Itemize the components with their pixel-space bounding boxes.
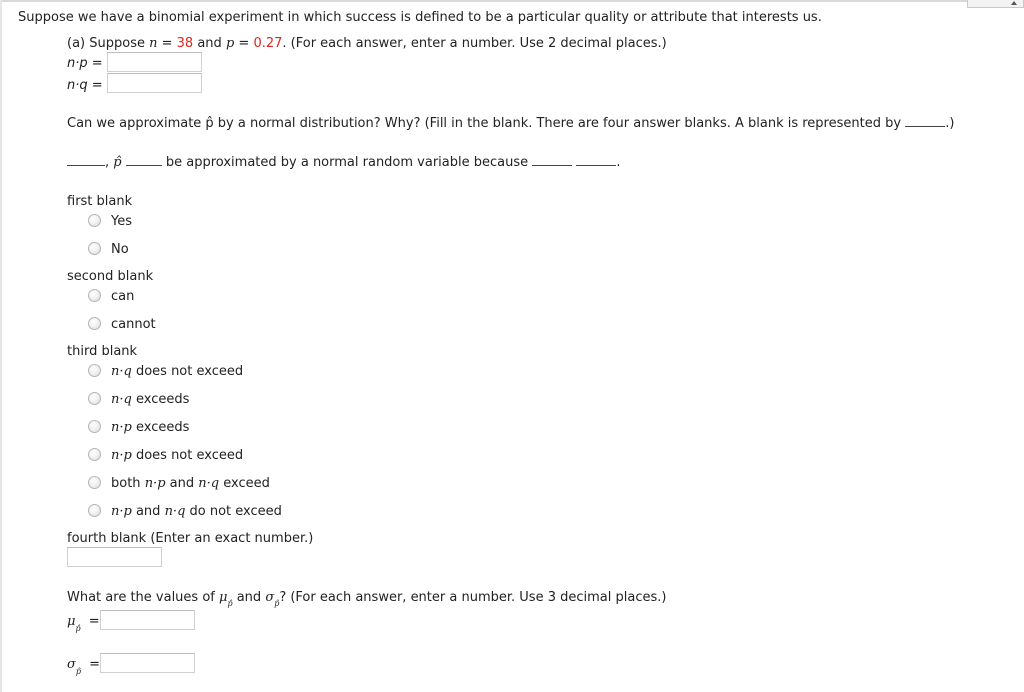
np-input[interactable] bbox=[107, 52, 202, 72]
nq-input[interactable] bbox=[107, 73, 202, 93]
fill-in-sentence bbox=[67, 155, 621, 170]
p-hat-subscript: p̂ bbox=[75, 667, 81, 676]
option-mid: and bbox=[131, 504, 165, 519]
equals-sign: = bbox=[88, 614, 100, 629]
frame-left-border bbox=[0, 0, 2, 692]
sentence-blank-4 bbox=[576, 155, 616, 166]
sigma-symbol: σ bbox=[265, 590, 275, 605]
approximation-question-text: Can we approximate p̂ by a normal distribution? Why? (Fill in the blank. There are four answer blanks. A blank is represented by bbox=[67, 116, 902, 131]
sentence-middle-text: be approximated by a normal random variable because bbox=[165, 155, 529, 170]
radio-cannot[interactable] bbox=[88, 317, 101, 330]
approximation-question bbox=[67, 116, 954, 131]
n-value: 38 bbox=[176, 36, 194, 51]
sigma-symbol: σ bbox=[67, 657, 76, 672]
radio-np-exceeds[interactable] bbox=[88, 420, 101, 433]
fourth-blank-input[interactable] bbox=[67, 547, 162, 567]
p-var: p bbox=[225, 36, 235, 51]
option-pre: both bbox=[111, 476, 145, 491]
third-blank-label: third blank bbox=[67, 344, 138, 359]
part-a-pre: (a) Suppose bbox=[67, 36, 150, 51]
option-yes-label: Yes bbox=[111, 214, 132, 229]
option-text: exceeds bbox=[131, 392, 190, 407]
q3-pre: What are the values of bbox=[67, 590, 219, 605]
p-hat-symbol: p̂ bbox=[113, 155, 122, 170]
option-mid: and bbox=[165, 476, 199, 491]
nq-var: n·q bbox=[111, 392, 132, 407]
radio-no[interactable] bbox=[88, 242, 101, 255]
mean-sd-question bbox=[67, 590, 667, 608]
option-both-exceed bbox=[111, 476, 270, 491]
sigma-phat-input[interactable] bbox=[100, 653, 195, 673]
option-no-label: No bbox=[111, 242, 129, 257]
frame-top-border bbox=[0, 0, 1024, 2]
nq-label: n·q = bbox=[67, 78, 103, 93]
option-both-do-not-exceed bbox=[111, 504, 282, 519]
sentence-period: . bbox=[616, 155, 621, 170]
option-nq-exceeds bbox=[111, 392, 189, 407]
n-var: n bbox=[149, 36, 158, 51]
option-nq-does-not-exceed bbox=[111, 364, 243, 379]
option-cannot-label: cannot bbox=[111, 317, 156, 332]
option-text: do not exceed bbox=[185, 504, 282, 519]
np-label: n·p = bbox=[67, 56, 103, 71]
option-np-does-not-exceed bbox=[111, 448, 243, 463]
option-text: does not exceed bbox=[131, 364, 244, 379]
p-hat-subscript: p̂ bbox=[274, 599, 280, 608]
p-hat-subscript: p̂ bbox=[75, 624, 81, 633]
radio-yes[interactable] bbox=[88, 214, 101, 227]
nq-var: n·q bbox=[164, 504, 186, 519]
radio-both-exceed[interactable] bbox=[88, 476, 101, 489]
and-word: and bbox=[193, 36, 226, 51]
radio-np-does-not-exceed[interactable] bbox=[88, 448, 101, 461]
fourth-blank-label: fourth blank (Enter an exact number.) bbox=[67, 531, 314, 546]
mu-symbol: μ bbox=[67, 614, 76, 629]
first-blank-label: first blank bbox=[67, 194, 133, 209]
sentence-comma: , bbox=[105, 155, 110, 170]
p-hat-subscript: p̂ bbox=[227, 599, 233, 608]
option-np-exceeds bbox=[111, 420, 189, 435]
radio-nq-exceeds[interactable] bbox=[88, 392, 101, 405]
q3-and: and bbox=[232, 590, 266, 605]
radio-both-do-not-exceed[interactable] bbox=[88, 504, 101, 517]
sentence-blank-1 bbox=[67, 155, 105, 166]
radio-nq-does-not-exceed[interactable] bbox=[88, 364, 101, 377]
option-can-label: can bbox=[111, 289, 135, 304]
equals-sign: = bbox=[89, 657, 101, 672]
equals-sign: = bbox=[234, 36, 254, 51]
mu-symbol: μ bbox=[219, 590, 228, 605]
radio-can[interactable] bbox=[88, 289, 101, 302]
mu-phat-input[interactable] bbox=[100, 610, 195, 630]
second-blank-label: second blank bbox=[67, 269, 154, 284]
q3-post: ? (For each answer, enter a number. Use 3 decimal places.) bbox=[279, 590, 667, 605]
option-text: does not exceed bbox=[131, 448, 244, 463]
option-text: exceed bbox=[219, 476, 270, 491]
collapse-up-icon bbox=[1011, 1, 1017, 5]
np-var: n·p bbox=[111, 420, 132, 435]
blank-example-line bbox=[905, 116, 945, 127]
p-value: 0.27 bbox=[253, 36, 283, 51]
part-a-prompt bbox=[67, 36, 667, 51]
sentence-blank-2 bbox=[126, 155, 162, 166]
sentence-blank-3 bbox=[532, 155, 572, 166]
sigma-phat-label bbox=[67, 657, 101, 676]
equals-sign: = bbox=[157, 36, 177, 51]
nq-var: n·q bbox=[198, 476, 220, 491]
np-var: n·p bbox=[144, 476, 166, 491]
part-a-instructions: . (For each answer, enter a number. Use 2 decimal places.) bbox=[282, 36, 667, 51]
nq-var: n·q bbox=[111, 364, 132, 379]
np-var: n·p bbox=[111, 448, 132, 463]
collapse-toggle[interactable] bbox=[967, 0, 1024, 8]
approximation-question-tail: .) bbox=[945, 116, 955, 131]
intro-text: Suppose we have a binomial experiment in which success is defined to be a particular quality or attribute that interests us. bbox=[18, 10, 822, 25]
np-var: n·p bbox=[111, 504, 132, 519]
option-text: exceeds bbox=[131, 420, 190, 435]
mu-phat-label bbox=[67, 614, 100, 633]
